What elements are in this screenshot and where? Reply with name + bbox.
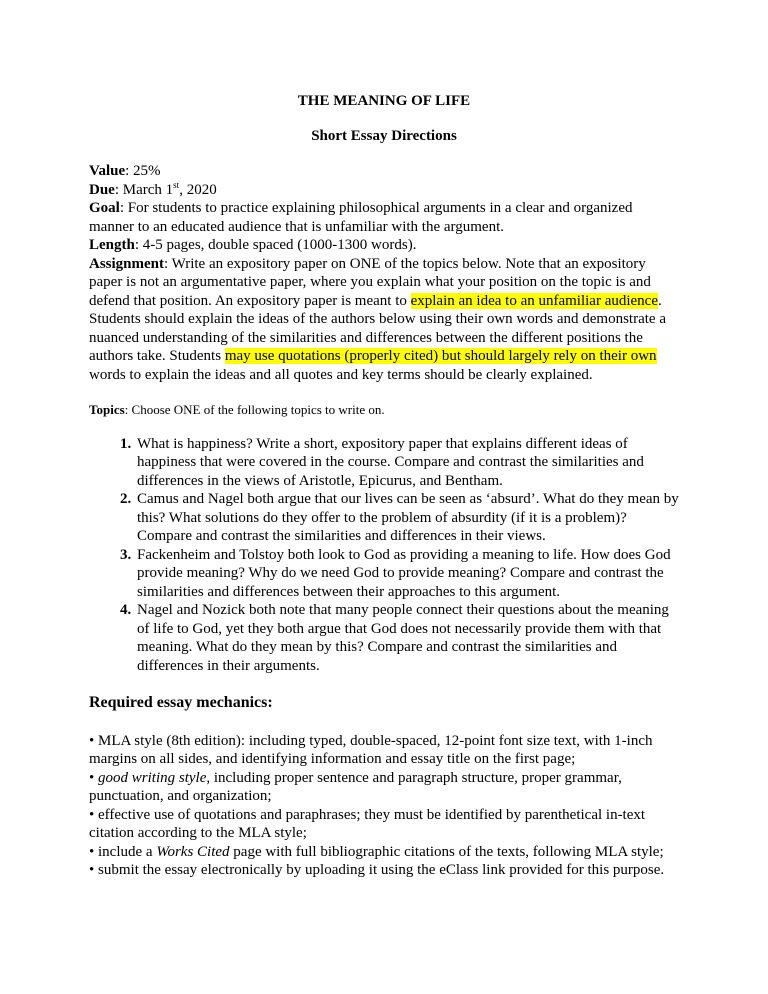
mechanics-item-text: effective use of quotations and paraphrases; they must be identified by parenthetical in-text citation according to the MLA style; <box>89 806 646 841</box>
goal-label: Goal <box>89 200 120 216</box>
value-label: Value <box>89 163 126 179</box>
mechanics-item-text: include a <box>94 843 157 860</box>
topic-item: 2. Camus and Nagel both argue that our lives can be seen as ‘absurd’. What do they mean by this? What solutions do they offer to the problem of absurdity (if it is a problem)? Compare and contrast the similarities and differences in their views. <box>135 490 679 546</box>
topics-list <box>89 435 679 676</box>
mechanics-heading: Required essay mechanics: <box>89 694 273 711</box>
mechanics-item <box>89 732 679 769</box>
topics-intro <box>89 401 679 420</box>
bullet-icon: • <box>89 769 95 786</box>
topics-label: Topics <box>89 402 125 417</box>
mechanics-item <box>89 861 679 880</box>
bullet-icon: • <box>89 806 95 823</box>
value-text: : 25% <box>125 163 161 179</box>
mechanics-list <box>89 732 679 880</box>
highlighted-text-2: may use quotations (properly cited) but should largely rely on their own <box>224 348 657 364</box>
assignment-paragraph <box>89 255 679 385</box>
mechanics-item-italic: Works Cited <box>156 843 230 860</box>
bullet-icon: • <box>89 843 95 860</box>
due-text: : March 1 <box>114 181 174 198</box>
page-subtitle: Short Essay Directions <box>311 127 457 144</box>
mechanics-item <box>89 769 679 806</box>
assignment-label: Assignment <box>89 255 165 272</box>
mechanics-item-text: MLA style (8th edition): including typed, double-spaced, 12-point font size text, with 1-inch margins on all sides, and identifying information and essay title on the first page; <box>89 732 653 767</box>
mechanics-item-text: page with full bibliographic citations of the texts, following MLA style; <box>229 843 664 860</box>
due-ordinal: st <box>173 179 180 190</box>
length-line <box>89 236 679 255</box>
length-text: : 4-5 pages, double spaced (1000-1300 words). <box>134 237 417 253</box>
assignment-text-1: : Write an expository paper on ONE of the topics below. Note that an expository paper is not an argumentative paper, where you explain what your position on the topic is and defend that position. An expository paper is meant to <box>89 255 651 309</box>
topic-item: 1. What is happiness? Write a short, expository paper that explains different ideas of happiness that were covered in the course. Compare and contrast the similarities and differences in the views of Aristotle, Epicurus, and Bentham. <box>135 435 679 491</box>
mechanics-item-text: , including proper sentence and paragraph structure, proper grammar, punctuation, and organization; <box>89 769 622 804</box>
goal-line <box>89 199 679 236</box>
bullet-icon: • <box>89 732 95 749</box>
mechanics-item <box>89 843 679 862</box>
document-page <box>89 92 679 880</box>
page-title: THE MEANING OF LIFE <box>297 93 471 109</box>
assignment-text-3: words to explain the ideas and all quotes and key terms should be clearly explained. <box>89 366 593 383</box>
assignment-text-2: . Students should explain the ideas of the authors below using their own words and demonstrate a nuanced understanding of the similarities and differences between the different positions the authors take. Students <box>89 292 666 364</box>
mechanics-item-italic: good writing style <box>98 769 207 786</box>
highlighted-text-1: explain an idea to an unfamiliar audience <box>410 292 658 309</box>
topic-item: 3. Fackenheim and Tolstoy both look to God as providing a meaning to life. How does God provide meaning? Why do we need God to provide meaning? Compare and contrast the similarities and differences between their approaches to this argument. <box>135 546 679 602</box>
value-line <box>89 162 679 181</box>
topics-intro-text: : Choose ONE of the following topics to write on. <box>124 402 385 417</box>
mechanics-item <box>89 806 679 843</box>
topic-item: 4. Nagel and Nozick both note that many people connect their questions about the meaning of life to God, yet they both argue that God does not necessarily provide them with that meaning. What do they mean by this? Compare and contrast the similarities and differences in their arguments. <box>135 601 679 675</box>
due-line <box>89 181 679 200</box>
bullet-icon: • <box>89 862 95 878</box>
length-label: Length <box>89 237 135 253</box>
due-year: , 2020 <box>179 181 217 198</box>
due-label: Due <box>89 181 115 198</box>
assignment-details <box>89 162 679 384</box>
goal-text: : For students to practice explaining philosophical arguments in a clear and organized manner to an educated audience that is unfamiliar with the argument. <box>89 200 633 235</box>
mechanics-item-text: submit the essay electronically by uploading it using the eClass link provided for this purpose. <box>94 862 665 878</box>
